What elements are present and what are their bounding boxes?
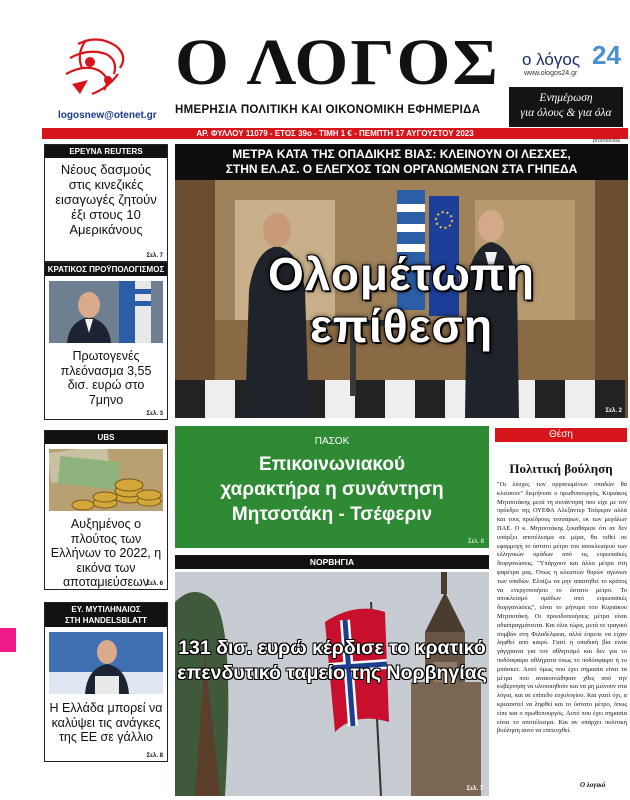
story-headline: Αυξημένος ο πλούτος των Ελλήνων το 2022, η εικόνα των αποταμιεύσεων [50, 517, 162, 589]
ologos24-brand[interactable] [508, 36, 623, 86]
story-headline: Η Ελλάδα μπορεί να καλύψει τις ανάγκες της ΕΕ σε γάλλιο [49, 701, 163, 744]
slogan-box [509, 87, 623, 127]
slogan-line-2: για όλους & για όλα [520, 107, 612, 119]
newspaper-title: Ο ΛΟΓΟΣ [175, 26, 500, 99]
lead-kicker-line-1: ΜΕΤΡΑ ΚΑΤΑ ΤΗΣ ΟΠΑΔΙΚΗΣ ΒΙΑΣ: ΚΛΕΙΝΟΥΝ ΟΙ ΛΕΣΧΕΣ, [232, 147, 571, 161]
masthead [0, 0, 630, 128]
editorial-body: "Οι λέσχες των οργανωμένων οπαδών θα κλείσουν" διεμήνυσε ο πρωθυπουργός, Κυριάκος Μητσοτάκης μετά τη συνάντηση που είχε με τον πρόεδρο της ΟΥΕΦΑ Αλεξάντερ Τσέφεριν αλλά και τους προέδρους τεσσάρων, εκ των μεγάλων ΠΑΕ. Ο κ. Μητσοτάκης ξεκαθάρισε ότι αν δεν υπάρξει αποτέλεσμα σε μέρα, θα τεθεί σε εφαρμογή το ύστατο μέτρο του αποκλεισμού των ελληνικών ομάδων από τις ευρωπαϊκές διοργανώσεις. "Υπάρχουν και άλλα μέτρα στη φαρέτρα μας. Όπως η κλειστών θυρών αγώνων των οπαδών. Ελπίζω να μην απαιτηθεί το κράτος να ενεργοποιήσει το ύστατο μέτρο. Το αποκλεισμό ομάδων από ευρωπαϊκές διοργανώσεις", είναι το μήνυμα του Κυριάκου Μητσοτάκη. Οι προειδοποιήσεις μέτρα είναι αδιαπραγμάτευτα. Και όλοι τώρα, μετά το τραγικό συμβάν στη Φιλαδέλφεια, αλλά έπρεπε να είχαν ληφθεί από καιρό. Γιατί η οπαδική βία είναι γάγγραινα για τον αθλητισμό και δεν για το ποδόσφαιρο αθλήματα όπως το ποδόσφαιρο ή το μπάσκετ. Αυτό όμως που έχει σημασία είναι τα μέτρα που ανακοινώθηκαν χθες από την κυβέρνηση να υλοποιηθούν και να μη μείνουν στα λόγια, και σε επίπεδο ευχολογίου. Και γιατί όχι, α κρεασστεί να ληφθεί και το ύστατο μέτρο, όπως είπε και ο πρωθυπουργός. Αυτό που έχει σημασία είναι το αποτέλεσμα. Και αν υπάρχει πολιτική βούληση αυτό να επιτευχθεί. [497, 481, 627, 735]
slogan-line-1: Ενημέρωση [539, 92, 593, 104]
norway-kicker[interactable]: ΝΟΡΒΗΓΙΑ [175, 555, 489, 569]
story-kicker: ΠΑΣΟΚ [314, 436, 350, 447]
page-ref: Σελ. 8 [146, 753, 163, 759]
story-kicker: UBS [45, 431, 167, 444]
newspaper-logo-icon [58, 34, 140, 102]
left-story-ubs[interactable] [44, 430, 168, 590]
page-ref: Σελ. 8 [467, 539, 484, 545]
protoselida-watermark: protoselida [593, 138, 620, 144]
story-headline [175, 447, 489, 527]
brand-digit: 24 [592, 40, 621, 70]
pink-edge-marker [0, 628, 16, 652]
norway-story-photo[interactable] [175, 572, 489, 796]
page-ref: Σελ. 2 [605, 408, 622, 414]
page-ref: Σελ. 7 [146, 253, 163, 259]
left-story-budget[interactable] [44, 262, 168, 420]
lead-story-kicker[interactable] [175, 144, 628, 180]
headline-line-2: χαρακτήρα η συνάντηση [220, 479, 444, 500]
story-kicker [45, 603, 167, 627]
lead-kicker-line-2: ΣΤΗΝ ΕΛ.ΑΣ. Ο ΕΛΕΓΧΟΣ ΤΩΝ ΟΡΓΑΝΩΜΕΝΩΝ ΣΤΑ ΓΗΠΕΔΑ [225, 162, 578, 176]
brand-url: www.ologos24.gr [524, 70, 578, 77]
story-kicker: ΕΡΕΥΝΑ REUTERS [45, 145, 167, 158]
mytilineos-photo [49, 632, 163, 694]
norway-headline [175, 636, 489, 686]
headline-line-1: Επικοινωνιακού [258, 454, 406, 475]
left-story-reuters[interactable] [44, 144, 168, 262]
brand-name: ο λόγος [522, 50, 581, 69]
editorial-signature: Ο λογικό [580, 781, 606, 789]
story-headline: Πρωτογενές πλεόνασμα 3,55 δισ. ευρώ στο 7μηνο [60, 349, 152, 407]
euro-coins-photo [49, 449, 163, 511]
page-ref: Σελ. 3 [146, 411, 163, 417]
lead-headline-line-1: Ολομέτωπη [268, 248, 535, 300]
norway-headline-line-1: 131 δισ. ευρώ κέρδισε το κρατικό [178, 637, 486, 659]
kicker-line-2: ΣΤΗ HANDELSBLATT [65, 616, 147, 625]
lead-headline-line-2: επίθεση [309, 300, 494, 352]
page-ref: Σελ. 7 [466, 786, 483, 792]
editorial-title[interactable]: Πολιτική βούληση [509, 461, 613, 476]
hatzidakis-photo [49, 281, 163, 343]
pasok-story[interactable] [175, 426, 489, 548]
page-ref: Σελ. 6 [146, 581, 163, 587]
lead-headline [175, 248, 628, 352]
left-story-mytilineos[interactable] [44, 602, 168, 762]
norway-headline-line-2: επενδυτικό ταμείο της Νορβηγίας [177, 662, 487, 684]
story-kicker: ΚΡΑΤΙΚΟΣ ΠΡΟΫΠΟΛΟΓΙΣΜΟΣ [45, 263, 167, 276]
headline-line-3: Μητσοτάκη - Τσέφεριν [231, 504, 433, 525]
issue-info-bar: ΑΡ. ΦΥΛΛΟΥ 11079 - ΕΤΟΣ 39ο - ΤΙΜΗ 1 € - ΠΕΜΠΤΗ 17 ΑΥΓΟΥΣΤΟΥ 2023 [42, 128, 628, 139]
kicker-line-1: ΕΥ. ΜΥΤΙΛΗΝΑΙΟΣ [71, 605, 141, 614]
contact-email[interactable]: logosnew@otenet.gr [58, 110, 157, 121]
story-headline: Νέους δασμούς στις κινεζικές εισαγωγές ζητούν έξι στους 10 Αμερικάνους [55, 162, 157, 237]
newspaper-subtitle: ΗΜΕΡΗΣΙΑ ΠΟΛΙΤΙΚΗ ΚΑΙ ΟΙΚΟΝΟΜΙΚΗ ΕΦΗΜΕΡΙΔΑ [175, 104, 481, 116]
editorial-label: Θέση [495, 428, 627, 442]
lead-story-photo[interactable] [175, 180, 628, 418]
